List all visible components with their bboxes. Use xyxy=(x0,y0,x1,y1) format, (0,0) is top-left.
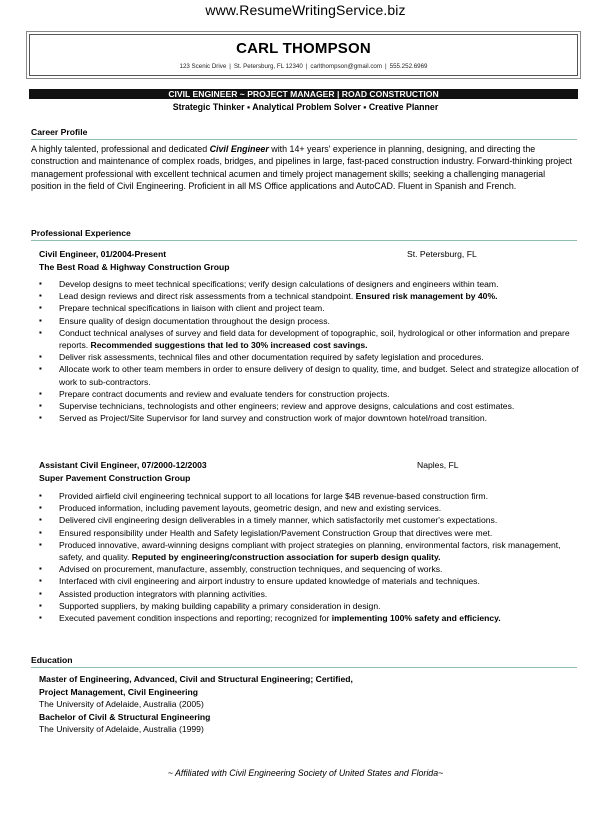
job-2-company: Super Pavement Construction Group xyxy=(39,473,191,483)
career-profile-heading: Career Profile xyxy=(31,127,577,140)
site-url[interactable]: www.ResumeWritingService.biz xyxy=(205,2,406,18)
list-item: ▪ Supported suppliers, by making building capability a primary consideration in design. xyxy=(39,600,579,612)
education-list xyxy=(39,673,579,736)
list-item: ▪ Ensured responsibility under Health and Safety legislation/Pavement Construction Group that directives were met. xyxy=(39,527,579,539)
profile-text-2: with 14+ years' experience in planning, designing, and directing the construction and maintenance of complex roads, bridges, and pipelines in large, fast-paced construction industry. Forward-thinking project management professional with excellent technical acumen and timely project management skills; seeking a challenging managerial position in the field of Civil Engineering. Proficient in all MS Office applications and AutoCAD. Fluent in Spanish and French. xyxy=(31,144,573,191)
list-item: ▪ Develop designs to meet technical specifications; verify design calculations of designers and engineers within team. xyxy=(39,278,579,290)
job-2-title: Assistant Civil Engineer, 07/2000-12/2003 xyxy=(39,460,207,470)
list-item: ▪ Produced information, including pavement layouts, geometric design, and new and existing services. xyxy=(39,502,579,514)
city: St. Petersburg, FL 12340 xyxy=(233,63,303,70)
list-item: ▪ Prepare technical specifications in liaison with client and project team. xyxy=(39,302,579,314)
job-2-title-line xyxy=(39,460,579,472)
header-box xyxy=(29,34,578,76)
list-item: ▪ Prepare contract documents and review and evaluate tenders for construction projects. xyxy=(39,388,579,400)
phone: 555.252.6969 xyxy=(389,63,428,70)
list-item: ▪ Interfaced with civil engineering and airport industry to ensure updated knowledge of materials and techniques. xyxy=(39,575,579,587)
school-2: The University of Adelaide, Australia (1999) xyxy=(39,724,204,735)
list-item: ▪ Provided airfield civil engineering technical support to all locations for large $4B revenue-based construction firm. xyxy=(39,490,579,502)
degree-2: Bachelor of Civil & Structural Engineering xyxy=(39,711,211,722)
job-1-location: St. Petersburg, FL xyxy=(407,249,477,259)
education-heading: Education xyxy=(31,655,577,668)
job-1-bullets xyxy=(39,278,579,424)
list-item: ▪ Allocate work to other team members in order to ensure delivery of design to quality, time, and budget. Select and strategize allocation of work to sub-contractors. xyxy=(39,363,579,387)
list-item: ▪ Produced innovative, award-winning designs compliant with project strategies on planning, environmental factors, risk management, safety, and quality. Reputed by engineering/construction association for superb design quality. xyxy=(39,539,579,563)
affiliation-footer: ~ Affiliated with Civil Engineering Society of United States and Florida~ xyxy=(167,768,444,778)
title-bar: CIVIL ENGINEER ~ PROJECT MANAGER | ROAD CONSTRUCTION xyxy=(29,89,578,99)
candidate-name: CARL THOMPSON xyxy=(236,40,371,57)
list-item: ▪ Advised on procurement, manufacture, assembly, construction techniques, and sequencing of works. xyxy=(39,563,579,575)
job-2-location: Naples, FL xyxy=(417,460,459,470)
email-link[interactable]: carlthompson@gmail.com xyxy=(310,63,383,70)
list-item: ▪ Ensure quality of design documentation throughout the design process. xyxy=(39,315,579,327)
list-item: ▪ Supervise technicians, technologists and other engineers; review and approve designs, calculations and cost estimates. xyxy=(39,400,579,412)
profile-text-1: A highly talented, professional and dedicated xyxy=(31,144,210,154)
job-1-title-line xyxy=(39,249,579,261)
degree-1-line-1: Master of Engineering, Advanced, Civil and Structural Engineering; Certified, xyxy=(39,674,353,684)
experience-heading: Professional Experience xyxy=(31,228,577,241)
career-profile-text xyxy=(31,143,577,192)
list-item: ▪ Served as Project/Site Supervisor for land survey and construction work of major downtown hotel/road transition. xyxy=(39,412,579,424)
degree-1-line-2: Project Management, Civil Engineering xyxy=(39,686,199,697)
list-item: ▪ Deliver risk assessments, technical files and other documentation required by safety legislation and procedures. xyxy=(39,351,579,363)
profile-text-em: Civil Engineer xyxy=(209,144,269,154)
list-item: ▪ Assisted production integrators with planning activities. xyxy=(39,588,579,600)
list-item: ▪ Executed pavement condition inspections and reporting; recognized for implementing 100% safety and efficiency. xyxy=(39,612,579,624)
contact-line: 123 Scenic Drive | St. Petersburg, FL 12340 | carlthompson@gmail.com | 555.252.6969 xyxy=(179,63,428,70)
subtitle: Strategic Thinker ▪ Analytical Problem Solver ▪ Creative Planner xyxy=(172,102,439,112)
job-1-title: Civil Engineer, 01/2004-Present xyxy=(39,249,167,259)
job-2-bullets xyxy=(39,490,579,624)
job-1-company: The Best Road & Highway Construction Group xyxy=(39,262,230,272)
list-item: ▪ Lead design reviews and direct risk assessments from a technical standpoint. Ensured risk management by 40%. xyxy=(39,290,579,302)
list-item: ▪ Conduct technical analyses of survey and field data for development of topographic, soil, hydrological or other information and prepare reports. Recommended suggestions that led to 30% increased cost savings. xyxy=(39,327,579,351)
school-1: The University of Adelaide, Australia (2005) xyxy=(39,699,204,710)
address: 123 Scenic Drive xyxy=(179,63,227,70)
list-item: ▪ Delivered civil engineering design deliverables in a timely manner, which satisfactorily met customer's expectations. xyxy=(39,514,579,526)
